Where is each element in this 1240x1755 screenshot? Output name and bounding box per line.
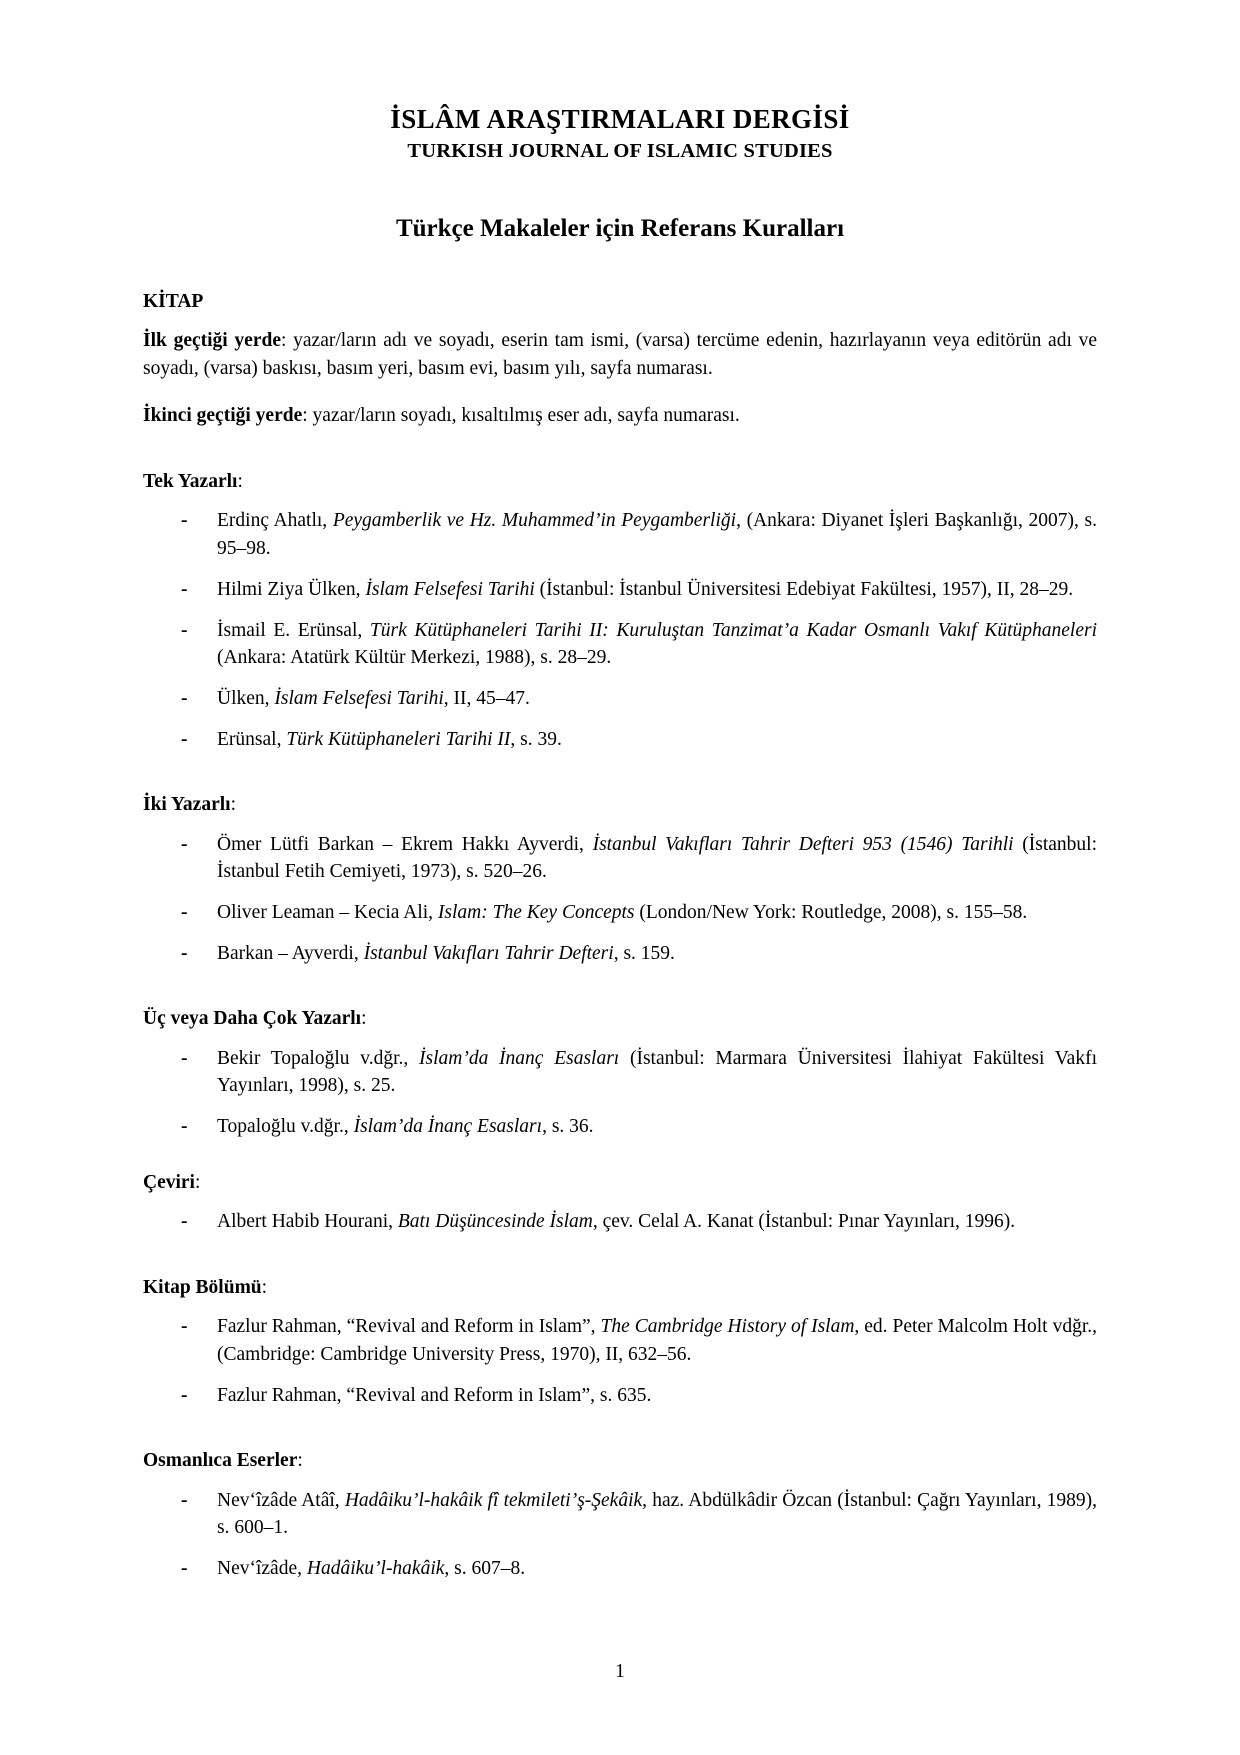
reference-item xyxy=(143,831,1097,886)
reference-text: Topaloğlu v.dğr., xyxy=(217,1116,354,1138)
journal-title-turkish: İSLÂM ARAŞTIRMALARI DERGİSİ xyxy=(390,104,850,134)
bullet-dash-icon: - xyxy=(181,1211,188,1233)
reference-text: , haz. Abdülkâdir Özcan (İstanbul: Çağrı Yayınları, 1989), s. 600–1. xyxy=(217,1489,1097,1539)
reference-title: Türk Kütüphaneleri Tarihi II xyxy=(286,728,511,750)
section-heading-colon: : xyxy=(361,1008,367,1030)
reference-item xyxy=(143,576,1097,604)
bullet-dash-icon: - xyxy=(181,902,188,924)
section-kitap-bolumu xyxy=(143,1276,1097,1409)
section-uc-veya-daha-cok-yazarli xyxy=(143,1007,1097,1140)
reference-text: Ülken, xyxy=(217,687,275,709)
reference-title: Türk Kütüphaneleri Tarihi II: Kuruluştan Tanzimat’a Kadar Osmanlı Vakıf Kütüphaneleri xyxy=(369,619,1097,641)
section-heading-label: Kitap Bölümü xyxy=(143,1276,262,1298)
reference-text: Erdinç Ahatlı, xyxy=(217,510,333,532)
section-heading-label: Üç veya Daha Çok Yazarlı xyxy=(143,1008,362,1030)
reference-title: Islam: The Key Concepts xyxy=(437,902,635,924)
section-heading-label: Osmanlıca Eserler xyxy=(143,1450,298,1472)
reference-item xyxy=(143,1555,1097,1583)
section-heading-label: Çeviri xyxy=(143,1171,195,1193)
spacer xyxy=(143,753,1097,793)
reference-text: (İstanbul: Marmara Üniversitesi İlahiyat Fakültesi Vakfı Yayınları, 1998), s. 25. xyxy=(217,1047,1097,1097)
bullet-dash-icon: - xyxy=(181,1116,188,1138)
page-number: 1 xyxy=(615,1661,625,1682)
section-heading-colon: : xyxy=(230,794,236,816)
section-kitap xyxy=(143,290,1097,430)
reference-text: Fazlur Rahman, “Revival and Reform in Islam”, xyxy=(217,1316,601,1338)
reference-text: Barkan – Ayverdi, xyxy=(217,942,364,964)
reference-title: İstanbul Vakıfları Tahrir Defteri xyxy=(363,942,614,964)
bullet-dash-icon: - xyxy=(181,578,188,600)
section-heading-label: Tek Yazarlı xyxy=(143,471,238,493)
reference-item xyxy=(143,617,1097,672)
section-iki-yazarli xyxy=(143,793,1097,967)
reference-text: Albert Habib Hourani, xyxy=(217,1211,398,1233)
reference-title: Batı Düşüncesinde İslam xyxy=(397,1211,593,1233)
section-ceviri xyxy=(143,1171,1097,1236)
reference-text: , s. 36. xyxy=(542,1116,594,1138)
spacer xyxy=(143,1195,1097,1208)
reference-title: Hadâiku’l-hakâik xyxy=(306,1558,445,1580)
first-occurrence-text: : yazar/ların adı ve soyadı, eserin tam ismi, (varsa) tercüme edenin, hazırlayanın veya editörün adı ve soyadı, (varsa) baskısı, basım yeri, basım evi, basım yılı, sayfa numarası. xyxy=(143,330,1097,379)
reference-item xyxy=(143,1382,1097,1410)
reference-item xyxy=(143,899,1097,927)
reference-text: , s. 159. xyxy=(613,942,675,964)
section-osmanlica-eserler xyxy=(143,1449,1097,1582)
section-heading-colon: : xyxy=(237,471,243,493)
spacer xyxy=(143,1409,1097,1449)
reference-text: Nev‘îzâde Atâî, xyxy=(217,1489,345,1511)
bullet-dash-icon: - xyxy=(181,687,188,709)
spacer xyxy=(143,1300,1097,1313)
section-heading-iki-yazarli xyxy=(143,793,1097,817)
reference-text: , çev. Celal A. Kanat (İstanbul: Pınar Yayınları, 1996). xyxy=(592,1211,1016,1233)
reference-title: İslam’da İnanç Esasları xyxy=(419,1047,620,1069)
spacer xyxy=(143,430,1097,470)
reference-list-kitap-bolumu xyxy=(143,1313,1097,1409)
second-occurrence-text: : yazar/ların soyadı, kısaltılmış eser adı, sayfa numarası. xyxy=(302,405,740,427)
reference-item xyxy=(143,1313,1097,1368)
reference-text: , s. 607–8. xyxy=(444,1558,526,1580)
reference-text: Oliver Leaman – Kecia Ali, xyxy=(217,902,438,924)
bullet-dash-icon: - xyxy=(181,942,188,964)
reference-text: İsmail E. Erünsal, xyxy=(217,619,370,641)
reference-item xyxy=(143,726,1097,754)
spacer xyxy=(143,1032,1097,1045)
journal-masthead xyxy=(143,104,1097,164)
reference-list-iki-yazarli xyxy=(143,831,1097,968)
bullet-dash-icon: - xyxy=(181,1316,188,1338)
section-heading-colon: : xyxy=(261,1276,268,1298)
bullet-dash-icon: - xyxy=(181,1384,188,1406)
journal-title-english: TURKISH JOURNAL OF ISLAMIC STUDIES xyxy=(407,140,833,163)
reference-text: Hilmi Ziya Ülken, xyxy=(217,578,366,600)
reference-list-tek-yazarli xyxy=(143,507,1097,753)
reference-title: İslam’da İnanç Esasları xyxy=(353,1116,543,1138)
reference-text: (İstanbul: İstanbul Üniversitesi Edebiyat Fakültesi, 1957), II, 28–29. xyxy=(534,578,1074,600)
second-occurrence-label: İkinci geçtiği yerde xyxy=(143,405,303,427)
reference-item xyxy=(143,1208,1097,1236)
reference-text: (İstanbul: İstanbul Fetih Cemiyeti, 1973), s. 520–26. xyxy=(217,833,1097,883)
reference-text: , II, 45–47. xyxy=(443,687,530,709)
section-heading-colon: : xyxy=(297,1450,303,1472)
reference-list-uc-veya-daha-cok-yazarli xyxy=(143,1045,1097,1141)
reference-text: (London/New York: Routledge, 2008), s. 155–58. xyxy=(634,902,1028,924)
first-occurrence-rule xyxy=(143,327,1097,382)
spacer xyxy=(143,314,1097,327)
reference-title: Peygamberlik ve Hz. Muhammed’in Peygamberliği xyxy=(332,510,737,532)
bullet-dash-icon: - xyxy=(181,1489,188,1511)
spacer xyxy=(143,382,1097,402)
reference-text: Ömer Lütfi Barkan – Ekrem Hakkı Ayverdi, xyxy=(217,833,593,855)
reference-text: , ed. Peter Malcolm Holt vdğr., (Cambridge: Cambridge University Press, 1970), II, 632–56. xyxy=(217,1316,1097,1365)
section-heading-kitap: KİTAP xyxy=(143,290,204,312)
reference-title: İstanbul Vakıfları Tahrir Defteri 953 (1546) Tarihli xyxy=(592,833,1014,855)
reference-title: İslam Felsefesi Tarihi xyxy=(274,687,444,709)
spacer xyxy=(143,818,1097,831)
section-heading-osmanlica-eserler xyxy=(143,1449,1097,1473)
spacer xyxy=(143,1474,1097,1487)
bullet-dash-icon: - xyxy=(181,833,188,855)
reference-title: The Cambridge History of Islam xyxy=(600,1316,855,1338)
section-tek-yazarli xyxy=(143,470,1097,753)
section-heading-uc-veya-daha-cok-yazarli xyxy=(143,1007,1097,1031)
spacer xyxy=(143,244,1097,290)
reference-text: (Ankara: Atatürk Kültür Merkezi, 1988), s. 28–29. xyxy=(217,647,612,669)
reference-list-ceviri xyxy=(143,1208,1097,1236)
reference-text: Bekir Topaloğlu v.dğr., xyxy=(217,1047,419,1069)
reference-title: İslam Felsefesi Tarihi xyxy=(365,578,535,600)
reference-title: Hadâiku’l-hakâik fî tekmileti’ş-Şekâik xyxy=(344,1489,643,1511)
section-heading-ceviri xyxy=(143,1171,1097,1195)
reference-list-osmanlica-eserler xyxy=(143,1487,1097,1583)
section-heading-kitap-bolumu xyxy=(143,1276,1097,1300)
page-title: Türkçe Makaleler için Referans Kuralları xyxy=(395,214,845,242)
reference-text: , (Ankara: Diyanet İşleri Başkanlığı, 2007), s. 95–98. xyxy=(217,510,1097,560)
reference-item xyxy=(143,1045,1097,1100)
spacer xyxy=(143,1236,1097,1276)
bullet-dash-icon: - xyxy=(181,1558,188,1580)
bullet-dash-icon: - xyxy=(181,619,188,641)
second-occurrence-rule xyxy=(143,402,1097,430)
reference-text: Erünsal, xyxy=(217,728,287,750)
bullet-dash-icon: - xyxy=(181,510,188,532)
spacer xyxy=(143,1141,1097,1171)
reference-item xyxy=(143,940,1097,968)
reference-item xyxy=(143,1487,1097,1542)
reference-item xyxy=(143,507,1097,562)
first-occurrence-label: İlk geçtiği yerde xyxy=(143,330,281,352)
reference-item xyxy=(143,685,1097,713)
section-heading-colon: : xyxy=(194,1171,201,1193)
reference-item xyxy=(143,1113,1097,1141)
reference-text: Fazlur Rahman, “Revival and Reform in Islam”, s. 635. xyxy=(217,1384,652,1406)
reference-text: , s. 39. xyxy=(510,728,562,750)
reference-text: Nev‘îzâde, xyxy=(217,1558,307,1580)
bullet-dash-icon: - xyxy=(181,1047,188,1069)
bullet-dash-icon: - xyxy=(181,728,188,750)
section-heading-tek-yazarli xyxy=(143,470,1097,494)
spacer xyxy=(143,967,1097,1007)
spacer xyxy=(143,494,1097,507)
section-heading-label: İki Yazarlı xyxy=(143,794,231,816)
